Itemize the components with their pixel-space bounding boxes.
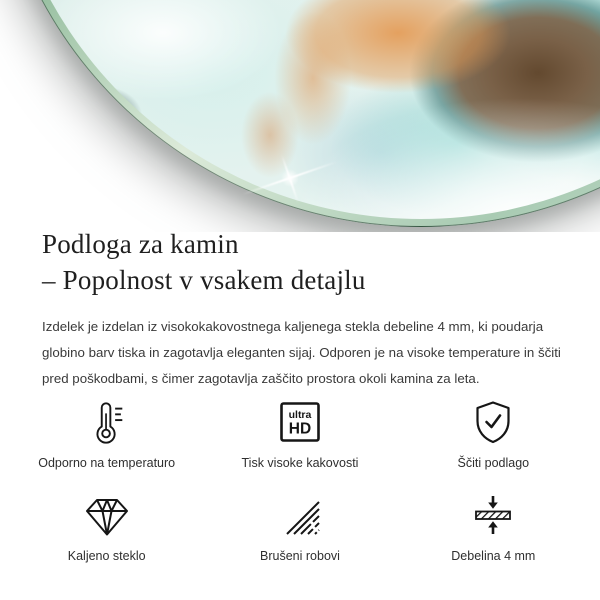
- feature-label: Tisk visoke kakovosti: [241, 456, 359, 470]
- page-title-line2: – Popolnost v vsakem detajlu: [42, 265, 366, 295]
- feature-thickness: [397, 491, 590, 564]
- ultra-hd-icon: [278, 398, 322, 444]
- product-description-section: [42, 226, 574, 392]
- feature-label: Brušeni robovi: [260, 549, 340, 563]
- product-photo: [0, 0, 600, 232]
- feature-polished-edges: [203, 491, 396, 564]
- glass-panel: [0, 0, 600, 227]
- product-description-text: Izdelek je izdelan iz visokokakovostnega kaljenega stekla debeline 4 mm, ki poudarja globino barv tiska in zagotavlja eleganten sijaj. Odporen je na visoke temperature in ščiti pred poškodbami, s čimer zagotavlja zaščito prostora okoli kamina za leta.: [42, 319, 561, 386]
- feature-protects-surface: [397, 398, 590, 471]
- glass-marble-print: [0, 0, 600, 219]
- svg-text:HD: HD: [288, 420, 312, 438]
- page-title-line1: Podloga za kamin: [42, 229, 239, 259]
- feature-grid: [10, 398, 590, 564]
- diamond-icon: [84, 491, 130, 537]
- feature-label: Debelina 4 mm: [451, 549, 536, 563]
- shield-check-icon: [473, 398, 513, 444]
- page-title: [42, 226, 574, 298]
- feature-print-quality: [203, 398, 396, 471]
- feature-temperature: [10, 398, 203, 471]
- polished-edges-icon: [278, 491, 322, 537]
- feature-label: Kaljeno steklo: [67, 549, 146, 563]
- svg-text:ultra: ultra: [288, 409, 312, 421]
- thermometer-icon: [87, 398, 127, 444]
- feature-label: Odporno na temperaturo: [38, 456, 176, 470]
- feature-tempered-glass: [10, 491, 203, 564]
- feature-label: Ščiti podlago: [457, 456, 530, 470]
- thickness-icon: [471, 491, 515, 537]
